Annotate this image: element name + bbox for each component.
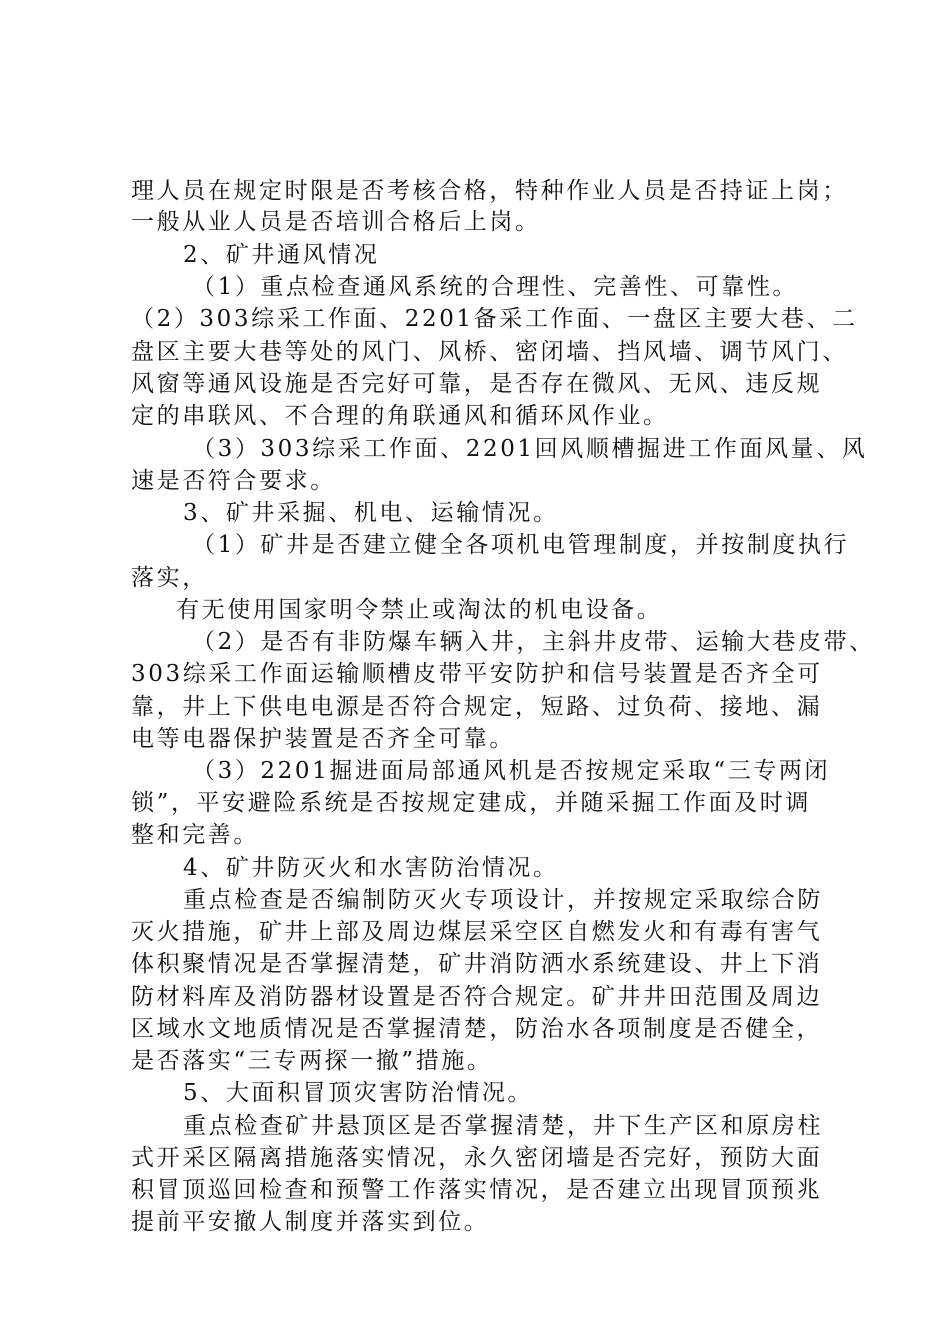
section-heading: 2、矿井通风情况: [183, 242, 380, 268]
text-line: 重点检查是否编制防灭火专项设计，并按规定采取综合防: [183, 887, 823, 913]
text-line: 灭火措施，矿井上部及周边煤层采空区自燃发火和有毒有害气: [131, 919, 823, 945]
text-line: 重点检查矿井悬顶区是否掌握清楚，井下生产区和原房柱: [183, 1113, 823, 1139]
text-line: 提前平安撤人制度并落实到位。: [131, 1209, 490, 1235]
text-line: （3）303综采工作面、2201回风顺槽掘进工作面风量、风: [192, 436, 868, 462]
text-line: 区域水文地质情况是否掌握清楚，防治水各项制度是否健全，: [131, 1016, 823, 1042]
text-line: （1）重点检查通风系统的合理性、完善性、可靠性。: [192, 274, 799, 300]
text-line: 靠，井上下供电电源是否符合规定，短路、过负荷、接地、漏: [131, 694, 823, 720]
text-line: （3）2201掘进面局部通风机是否按规定采取“三专两闭: [192, 758, 831, 784]
text-line: 电等电器保护装置是否齐全可靠。: [131, 726, 515, 752]
text-line: （1）矿井是否建立健全各项机电管理制度，并按制度执行: [192, 532, 850, 558]
text-line: 式开采区隔离措施落实情况，永久密闭墙是否完好，预防大面: [131, 1145, 823, 1171]
section-heading: 4、矿井防灭火和水害防治情况。: [183, 855, 559, 881]
text-line: 防材料库及消防器材设置是否符合规定。矿井井田范围及周边: [131, 984, 823, 1010]
text-line: （2）是否有非防爆车辆入井，主斜井皮带、运输大巷皮带、: [192, 629, 875, 655]
text-line: 一般从业人员是否培训合格后上岗。: [131, 209, 541, 235]
text-line: 落实，: [131, 565, 208, 591]
section-heading: 3、矿井采掘、机电、运输情况。: [183, 500, 559, 526]
text-line: 是否落实“三专两探一撤”措施。: [131, 1048, 493, 1074]
text-line: 积冒顶巡回检查和预警工作落实情况，是否建立出现冒顶预兆: [131, 1177, 823, 1203]
text-line: 整和完善。: [131, 822, 259, 848]
text-line: 体积聚情况是否掌握清楚，矿井消防洒水系统建设、井上下消: [131, 951, 823, 977]
text-line: 有无使用国家明令禁止或淘汰的机电设备。: [176, 597, 663, 623]
text-line: （2）303综采工作面、2201备采工作面、一盘区主要大巷、二: [131, 306, 858, 332]
text-line: 理人员在规定时限是否考核合格，特种作业人员是否持证上岗；: [131, 178, 848, 204]
text-line: 锁”，平安避险系统是否按规定建成，并随采掘工作面及时调: [131, 790, 811, 816]
text-line: 速是否符合要求。: [131, 468, 336, 494]
section-heading: 5、大面积冒顶灾害防治情况。: [183, 1080, 534, 1106]
text-line: 盘区主要大巷等处的风门、风桥、密闭墙、挡风墙、调节风门、: [131, 339, 848, 365]
text-line: 303综采工作面运输顺槽皮带平安防护和信号装置是否齐全可: [131, 661, 823, 687]
text-line: 风窗等通风设施是否完好可靠，是否存在微风、无风、违反规: [131, 371, 823, 397]
text-line: 定的串联风、不合理的角联通风和循环风作业。: [131, 403, 669, 429]
